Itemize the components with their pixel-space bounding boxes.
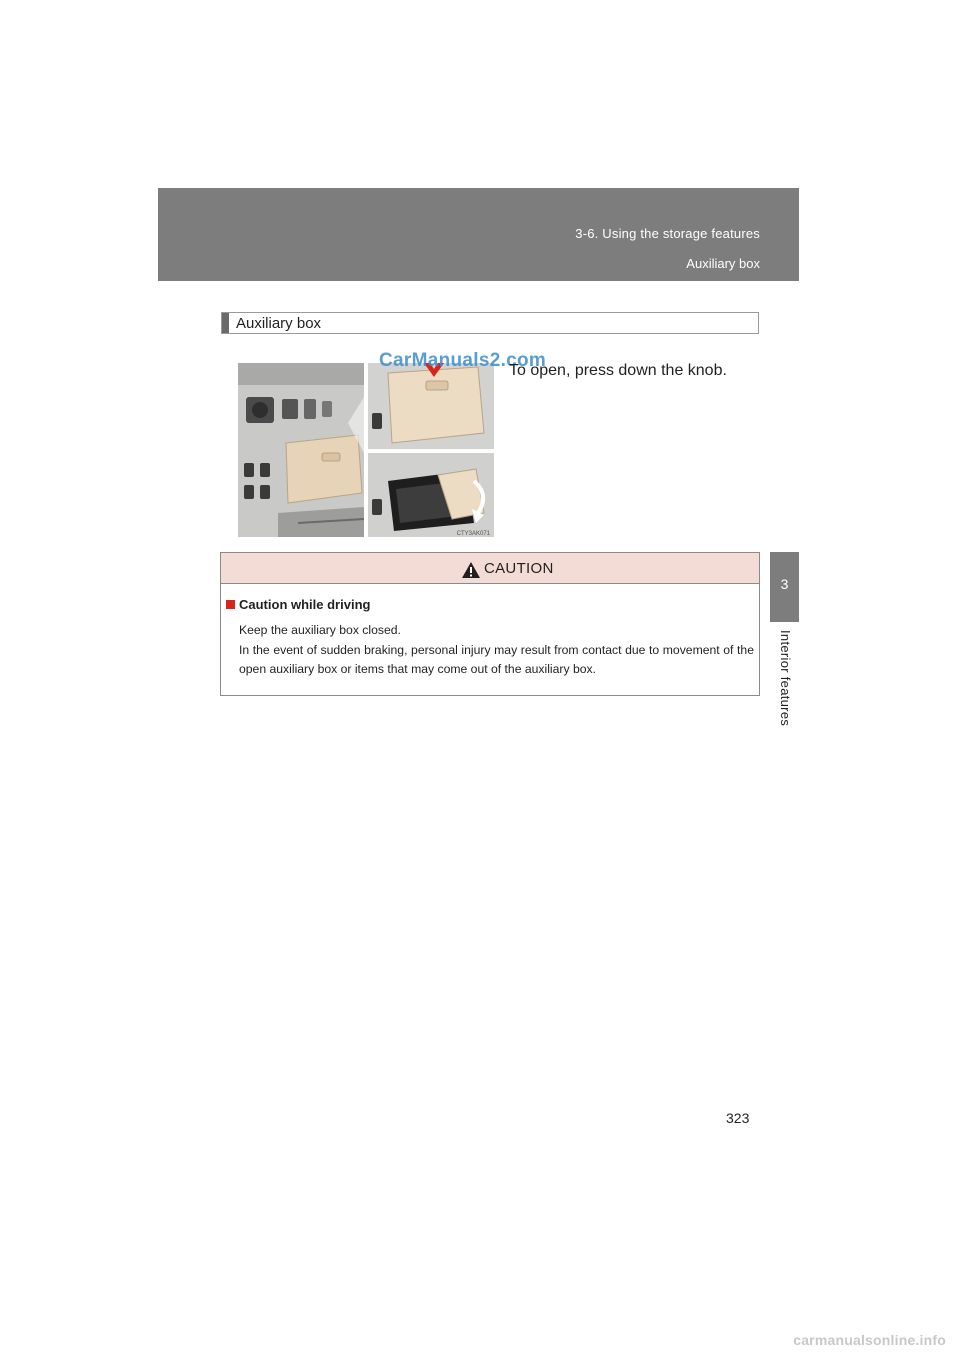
section-heading-bar bbox=[221, 312, 759, 334]
illustration-code: CTY3AK071 bbox=[456, 531, 490, 537]
caution-line: Keep the auxiliary box closed. bbox=[239, 623, 401, 637]
instruction-text: To open, press down the knob. bbox=[509, 362, 727, 379]
page-number: 323 bbox=[726, 1110, 750, 1126]
caution-subheading bbox=[226, 597, 370, 612]
header-band bbox=[158, 188, 799, 281]
chapter-number: 3 bbox=[780, 576, 789, 592]
caution-header bbox=[221, 553, 759, 584]
section-title: Auxiliary box bbox=[236, 315, 322, 332]
caution-subheading-text: Caution while driving bbox=[239, 597, 371, 612]
chapter-label: Interior features bbox=[778, 630, 793, 727]
caution-body bbox=[239, 621, 754, 680]
header-section-title: 3-6. Using the storage features bbox=[575, 226, 760, 241]
header-topic-title: Auxiliary box bbox=[686, 256, 760, 271]
auxiliary-box-illustration bbox=[238, 363, 494, 537]
chapter-tab bbox=[770, 552, 799, 622]
bullet-square-icon bbox=[226, 600, 235, 609]
caution-line: In the event of sudden braking, personal injury may result from contact due to movement of the open auxiliary box or items that may come out of the auxiliary box. bbox=[239, 642, 754, 676]
caution-box bbox=[220, 552, 760, 696]
warning-triangle-icon bbox=[461, 561, 481, 579]
caution-title: CAUTION bbox=[484, 560, 554, 577]
footer-watermark: carmanualsonline.info bbox=[793, 1332, 946, 1348]
watermark-text: CarManuals2.com bbox=[379, 350, 547, 371]
